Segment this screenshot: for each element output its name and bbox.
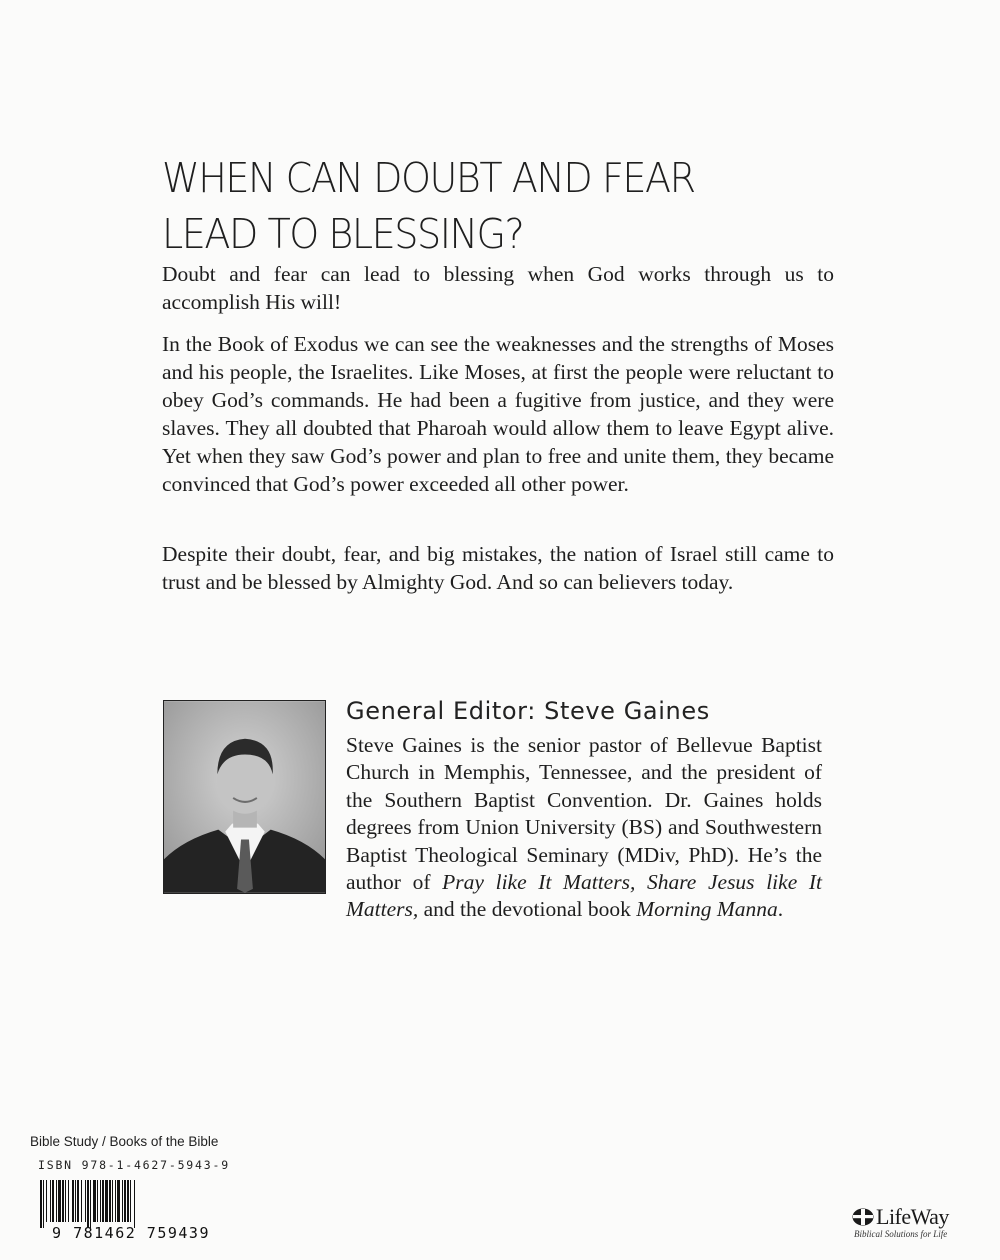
editor-bio [346,732,822,924]
intro-paragraph: Doubt and fear can lead to blessing when God works through us to accomplish His will! [162,262,834,314]
book-title-1: Pray like It Matters, Share Jesus like It Matters, [346,870,823,922]
barcode-digits: 9 781462 759439 [52,1224,210,1240]
barcode-bar [81,1180,82,1222]
barcode-bar [46,1180,47,1222]
barcode-bar [124,1180,126,1222]
barcode-bar [52,1180,54,1222]
barcode-bar [56,1180,57,1222]
bio-text: Steve Gaines is the senior pastor of Bellevue Baptist Church in Memphis, Tennessee, and the president of the Southern Baptist Convention. Dr. Gaines holds degrees from Union University (BS) and Southwestern Baptist Theological Seminary (MDiv, PhD). He’s the author of [346,733,822,895]
barcode [36,1178,226,1240]
barcode-bar [115,1180,116,1222]
category-label: Bible Study / Books of the Bible [30,1134,219,1149]
publisher-logo [852,1206,992,1242]
lifeway-mark-icon [852,1208,874,1226]
exodus-paragraph: In the Book of Exodus we can see the weaknesses and the strengths of Moses and his people, the Israelites. Like Moses, at first the people were reluctant to obey God’s commands. He had been a fugitive from justice, and they were slaves. They all doubted that Pharoah would allow them to leave Egypt alive. Yet when they saw God’s power and plan to free and unite them, they became convinced that God’s power exceeded all other power. [162,332,834,496]
barcode-bar [90,1180,91,1228]
isbn-text: ISBN 978-1-4627-5943-9 [38,1158,230,1172]
editor-title: General Editor: Steve Gaines [346,697,710,725]
editor-photo [163,700,326,894]
barcode-bar [77,1180,79,1222]
barcode-bar [109,1180,111,1222]
barcode-bar [50,1180,51,1222]
barcode-bar [97,1180,98,1222]
barcode-bar [117,1180,120,1222]
barcode-bar [40,1180,42,1228]
barcode-bar [75,1180,76,1222]
barcode-bar [100,1180,101,1222]
barcode-bar [130,1180,131,1222]
barcode-bar [127,1180,129,1222]
barcode-bar [102,1180,104,1222]
barcode-bar [72,1180,74,1222]
heading-line-2: LEAD TO BLESSING? [162,210,524,258]
barcode-bar [68,1180,69,1222]
barcode-bar [112,1180,113,1222]
barcode-bar [134,1180,135,1228]
barcode-bar [43,1180,44,1228]
barcode-bar [87,1180,89,1228]
bio-period: . [777,897,784,922]
bio-connector: and the devotional book [423,897,631,922]
barcode-bar [122,1180,123,1222]
barcode-bar [105,1180,108,1222]
barcode-bar [65,1180,66,1222]
barcode-bar [93,1180,96,1222]
barcode-bar [58,1180,61,1222]
barcode-bar [85,1180,86,1222]
publisher-tagline: Biblical Solutions for Life [854,1229,948,1239]
barcode-bar [62,1180,64,1222]
heading-line-1: WHEN CAN DOUBT AND FEAR [162,154,695,202]
closing-paragraph: Despite their doubt, fear, and big mistakes, the nation of Israel still came to trust and be blessed by Almighty God. And so can believers today. [162,542,834,594]
book-title-2: Morning Manna [636,897,778,922]
publisher-name: LifeWay [876,1204,949,1229]
page-heading [162,150,813,262]
